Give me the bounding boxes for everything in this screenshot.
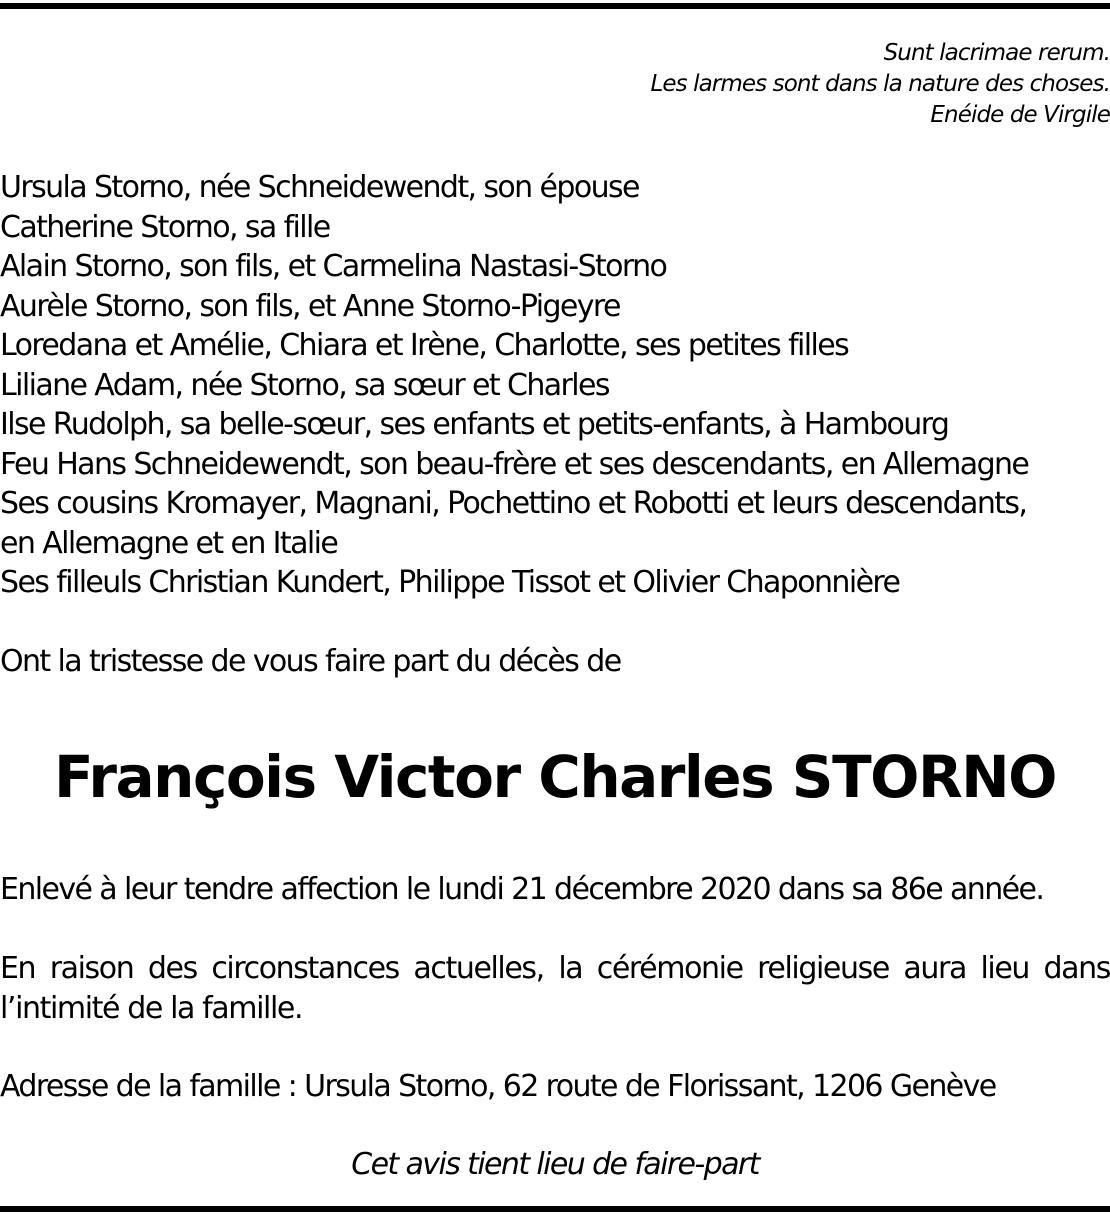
family-list <box>0 168 1110 603</box>
epigraph-source: Enéide de Virgile <box>930 102 1110 128</box>
epigraph-latin: Sunt lacrimae rerum. <box>883 40 1110 66</box>
family-line: Ses filleuls Christian Kundert, Philippe Tissot et Olivier Chaponnière <box>0 565 900 600</box>
epigraph-translation: Les larmes sont dans la nature des choses. <box>650 71 1110 97</box>
family-line: Aurèle Storno, son fils, et Anne Storno-Pigeyre <box>0 288 620 324</box>
deceased-name: François Victor Charles STORNO <box>54 743 1056 811</box>
death-notice: Enlevé à leur tendre affection le lundi 21 décembre 2020 dans sa 86e année. <box>0 872 1044 907</box>
family-line: Feu Hans Schneidewendt, son beau-frère et ses descendants, en Allemagne <box>0 446 1029 482</box>
family-line: Ilse Rudolph, sa belle-sœur, ses enfants et petits-enfants, à Hambourg <box>0 407 949 442</box>
bottom-border-rule <box>0 1206 1110 1212</box>
announcement-intro: Ont la tristesse de vous faire part du décès de <box>0 644 621 679</box>
family-line: Ses cousins Kromayer, Magnani, Pochettino et Robotti et leurs descendants, <box>0 486 1027 521</box>
family-line: Loredana et Amélie, Chiara et Irène, Charlotte, ses petites filles <box>0 328 849 363</box>
family-line: Catherine Storno, sa fille <box>0 209 330 245</box>
family-line: Alain Storno, son fils, et Carmelina Nastasi-Storno <box>0 249 667 284</box>
top-border-rule <box>0 3 1110 9</box>
family-address: Adresse de la famille : Ursula Storno, 62 route de Florissant, 1206 Genève <box>0 1069 996 1104</box>
family-line: en Allemagne et en Italie <box>0 525 338 561</box>
family-line: Liliane Adam, née Storno, sa sœur et Charles <box>0 367 609 403</box>
closing-note: Cet avis tient lieu de faire-part <box>351 1147 759 1182</box>
epigraph <box>410 38 1110 131</box>
family-line: Ursula Storno, née Schneidewendt, son épouse <box>0 170 639 205</box>
ceremony-notice: En raison des circonstances actuelles, la cérémonie religieuse aura lieu dans l’intimité de la famille. <box>0 951 1110 1026</box>
